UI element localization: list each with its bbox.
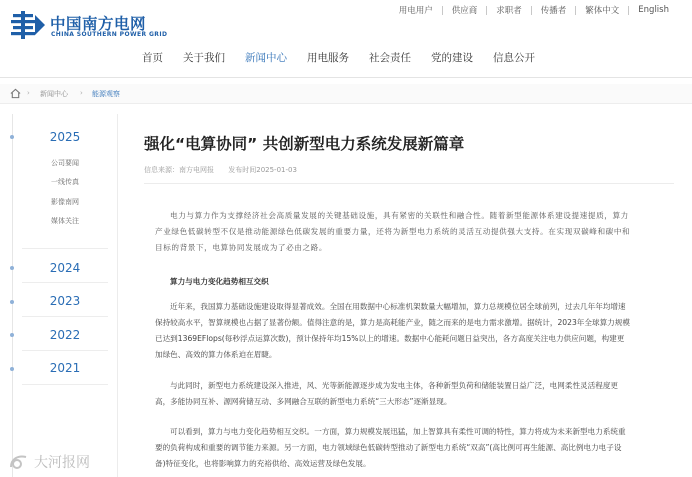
nav-party-building[interactable]: 党的建设 bbox=[431, 52, 473, 64]
nav-about[interactable]: 关于我们 bbox=[183, 52, 225, 64]
sidebar-divider bbox=[22, 282, 108, 283]
article-divider bbox=[144, 183, 674, 184]
article-body bbox=[118, 114, 692, 477]
article-paragraph: 可以看到，算力与电力变化趋势相互交织。一方面，算力规模发展迅猛，加上智算具有柔性可调的特性，算力将成为未来新型电力系统重要的负荷构成和重要的调节能力来源。另一方面，电力领域绿色低碳转型推动了新型电力系统“双高”(高比例可再生能源、高比例电力电子设备)特征变化，也将影响算力的充裕供给、高效运营及绿色发展。 bbox=[155, 427, 626, 468]
sidebar-item-media[interactable]: 媒体关注 bbox=[51, 217, 79, 225]
sidebar-item-company-news[interactable]: 公司要闻 bbox=[51, 159, 79, 167]
nav-divider bbox=[0, 77, 692, 78]
article-intro: 电力与算力作为支撑经济社会高质量发展的关键基础设施，具有紧密的关联性和融合性。随着新型能源体系建设提速提质，算力产业绿色低碳转型不仅是推动能源绿色低碳发展的重要力量，还将为新型电力系统的灵活互动提供强大支持。在实现双碳峰和碳中和目标的背景下，电算协同发展成为了必由之路。 bbox=[155, 211, 631, 252]
breadcrumb bbox=[0, 84, 692, 104]
breadcrumb-separator-icon: › bbox=[80, 89, 83, 97]
site-logo[interactable] bbox=[11, 11, 171, 41]
article-source: 信息来源：南方电网报 bbox=[144, 166, 214, 174]
sidebar-divider bbox=[22, 248, 108, 249]
breadcrumb-separator-icon: › bbox=[27, 89, 30, 97]
nav-power-service[interactable]: 用电服务 bbox=[307, 52, 349, 64]
watermark-logo-icon bbox=[8, 453, 30, 471]
sidebar-divider bbox=[22, 384, 108, 385]
sidebar-item-images[interactable]: 影像南网 bbox=[51, 198, 79, 206]
watermark bbox=[8, 452, 90, 472]
breadcrumb-news-center[interactable]: 新闻中心 bbox=[40, 90, 68, 98]
breadcrumb-energy-observation[interactable]: 能源观察 bbox=[92, 90, 120, 98]
top-link-job-seekers[interactable]: 求职者 bbox=[496, 6, 522, 16]
sidebar-divider bbox=[22, 350, 108, 351]
article-paragraph: 近年来，我国算力基础设施建设取得显著成效。全国在用数据中心标准机架数量大幅增加，算力总规模位居全球前列，过去几年年均增速保持较高水平，智算规模也占据了显著份额。值得注意的是，算力是高耗能产业，随之而来的是电力需求激增。据统计，2023年全球算力规模已达到1369EFlops(每秒浮点运算次数)，预计保持年均15%以上的增速。数据中心能耗问题日益突出，各方高度关注电力供应问题，构建更加绿色、高效的算力体系迫在眉睫。 bbox=[155, 302, 630, 359]
sidebar-divider bbox=[22, 316, 108, 317]
article-meta bbox=[144, 165, 309, 175]
site-header bbox=[0, 0, 692, 88]
top-link-media[interactable]: 传播者 bbox=[540, 6, 567, 16]
top-link-traditional-chinese[interactable]: 繁体中文 bbox=[585, 6, 620, 16]
article-subheading: 算力与电力变化趋势相互交织 bbox=[170, 277, 269, 286]
logo-chinese-name: 中国南方电网 bbox=[50, 15, 147, 33]
article-paragraph: 与此同时，新型电力系统建设深入推进，风、光等新能源逐步成为发电主体，各种新型负荷和储能装置日益广泛，电网柔性灵活程度更高，多能协同互补、源网荷储互动、多网融合互联的新型电力系统“三大形态”逐渐显现。 bbox=[155, 381, 619, 406]
sidebar-year-2024[interactable]: 2024 bbox=[49, 261, 81, 275]
article-date: 发布时间2025-01-03 bbox=[228, 166, 297, 174]
sidebar-year-2021[interactable]: 2021 bbox=[49, 361, 81, 375]
watermark-text: 大河报网 bbox=[34, 455, 90, 471]
home-icon[interactable] bbox=[10, 88, 21, 99]
logo-english-name: CHINA SOUTHERN POWER GRID bbox=[51, 31, 168, 38]
nav-news-center[interactable]: 新闻中心 bbox=[245, 52, 287, 64]
sidebar-year-2022[interactable]: 2022 bbox=[49, 328, 81, 342]
nav-information-disclosure[interactable]: 信息公开 bbox=[493, 52, 535, 64]
year-sidebar bbox=[12, 114, 118, 477]
nav-home[interactable]: 首页 bbox=[142, 52, 163, 64]
top-link-users[interactable]: 用电用户 bbox=[398, 6, 433, 16]
top-link-suppliers[interactable]: 供应商 bbox=[451, 6, 478, 16]
sidebar-item-frontline[interactable]: 一线传真 bbox=[51, 178, 79, 186]
top-link-english[interactable]: English bbox=[638, 5, 669, 15]
main-nav bbox=[142, 50, 555, 66]
power-grid-logo-icon bbox=[11, 11, 47, 39]
top-links bbox=[390, 4, 678, 16]
nav-social-responsibility[interactable]: 社会责任 bbox=[369, 52, 411, 64]
sidebar-year-2025[interactable]: 2025 bbox=[49, 130, 81, 144]
sidebar-year-2023[interactable]: 2023 bbox=[49, 294, 81, 308]
article-title: 强化“电算协同” 共创新型电力系统发展新篇章 bbox=[144, 135, 465, 153]
